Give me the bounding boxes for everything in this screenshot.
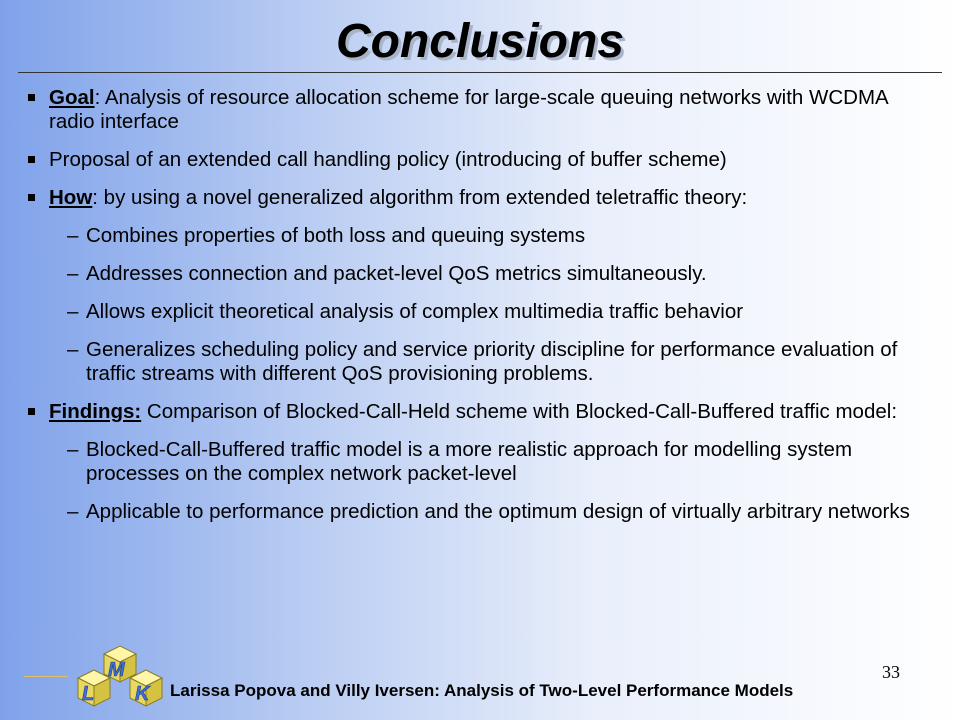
bullet-label: Findings: xyxy=(49,400,142,423)
bullet-square-icon xyxy=(28,194,35,201)
slide-content xyxy=(22,86,922,524)
dash-icon: – xyxy=(67,500,79,523)
subitem-text: Addresses connection and packet-level QoS metrics simultaneously. xyxy=(86,262,707,285)
logo-letter-l: L xyxy=(82,683,95,705)
dash-icon: – xyxy=(67,438,79,461)
subitem-text: Applicable to performance prediction and the optimum design of virtually arbitrary networks xyxy=(86,500,910,523)
footer-accent-line xyxy=(24,676,68,677)
subitem xyxy=(22,262,922,286)
bullet-goal xyxy=(22,86,922,134)
subitem xyxy=(22,500,922,524)
logo-cube-k xyxy=(130,670,162,706)
bullet-proposal xyxy=(22,148,922,172)
dash-icon: – xyxy=(67,338,79,361)
subitem-text: Combines properties of both loss and queuing systems xyxy=(86,224,586,247)
subitem xyxy=(22,300,922,324)
footer-text: Larissa Popova and Villy Iversen: Analysis of Two-Level Performance Models xyxy=(170,681,794,700)
subitem-text: Generalizes scheduling policy and service priority discipline for performance evaluation of traffic streams with different QoS provisioning problems. xyxy=(86,338,898,385)
bullet-label-colon: : xyxy=(94,86,101,109)
title-divider xyxy=(18,72,942,73)
dash-icon: – xyxy=(67,300,79,323)
logo-cube-m xyxy=(104,646,136,682)
logo-letter-k: K xyxy=(135,683,150,705)
dash-icon: – xyxy=(67,262,79,285)
bullet-text: by using a novel generalized algorithm from extended teletraffic theory: xyxy=(97,186,748,209)
bullet-findings xyxy=(22,400,922,424)
bullet-text: Comparison of Blocked-Call-Held scheme with Blocked-Call-Buffered traffic model: xyxy=(141,400,898,423)
bullet-text: Analysis of resource allocation scheme for large-scale queuing networks with WCDMA radio interface xyxy=(49,86,888,133)
bullet-square-icon xyxy=(28,408,35,415)
bullet-label: How xyxy=(49,186,93,209)
bullet-square-icon xyxy=(28,94,35,101)
bullet-square-icon xyxy=(28,156,35,163)
bullet-how xyxy=(22,186,922,210)
slide-title: Conclusions xyxy=(335,15,625,68)
lmk-logo xyxy=(72,644,168,708)
dash-icon: – xyxy=(67,224,79,247)
subitem xyxy=(22,438,922,486)
subitem-text: Allows explicit theoretical analysis of complex multimedia traffic behavior xyxy=(86,300,744,323)
logo-letter-m: M xyxy=(108,659,125,681)
subitem xyxy=(22,224,922,248)
logo-cube-l xyxy=(78,670,110,706)
bullet-text: Proposal of an extended call handling policy (introducing of buffer scheme) xyxy=(49,148,727,171)
page-number: 33 xyxy=(882,662,900,682)
subitem xyxy=(22,338,922,386)
subitem-text: Blocked-Call-Buffered traffic model is a more realistic approach for modelling system processes on the complex network packet-level xyxy=(86,438,853,485)
bullet-label-colon: : xyxy=(92,186,98,209)
bullet-label: Goal xyxy=(49,86,95,109)
